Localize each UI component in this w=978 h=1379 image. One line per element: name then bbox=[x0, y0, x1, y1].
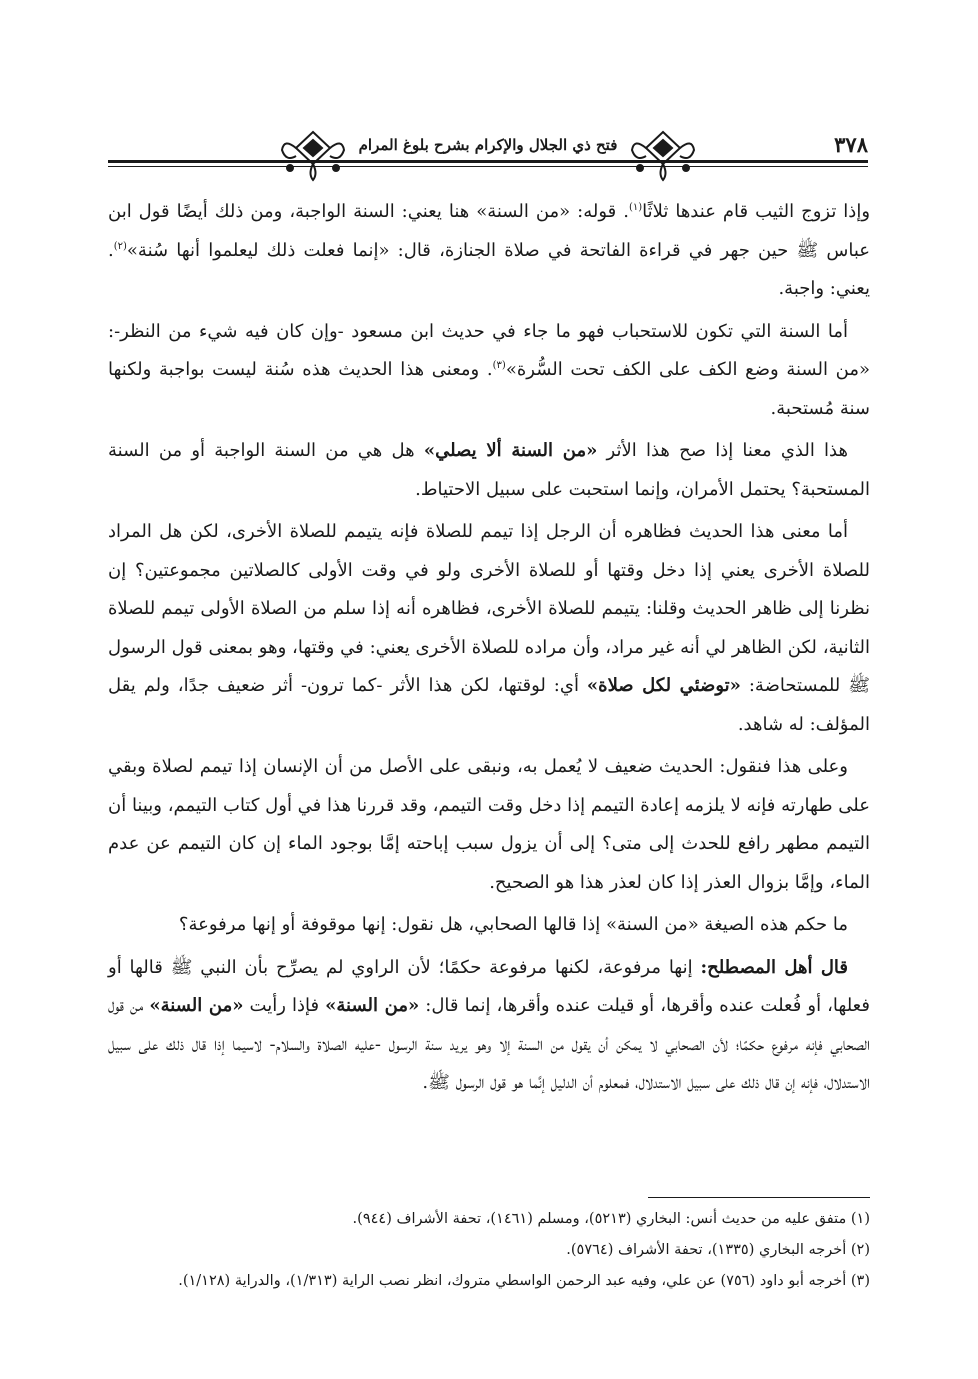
header-rule-thick bbox=[108, 160, 868, 163]
paragraph-2: أما السنة التي تكون للاستحباب فهو ما جاء في حديث ابن مسعود -وإن كان فيه شيء من النظر-: «من السنة وضع الكف على الكف تحت السُّرة»$^{(٣)}$. ومعنى هذا الحديث هذه سُنة ليست بواجبة ولكنها سنة مُستحبة. bbox=[108, 320, 870, 419]
quoted-hadith: «توضئي لكل صلاة» bbox=[586, 675, 741, 696]
footnote-2: (٢) أخرجه البخاري (١٣٣٥)، تحفة الأشراف (٥٧٦٤). bbox=[566, 1242, 870, 1258]
footnote-ref-2[interactable]: (٢) bbox=[113, 240, 127, 252]
footnote-ref-3[interactable]: (٣) bbox=[492, 360, 506, 371]
page-header bbox=[108, 122, 868, 182]
footnote-3: (٣) أخرجه أبو داود (٧٥٦) عن علي، وفيه عبد الرحمن الواسطي متروك، انظر نصب الراية (١/٣١٣)، والدراية (١/١٢٨). bbox=[178, 1273, 870, 1289]
bold-lead: قال أهل المصطلح: bbox=[700, 956, 848, 978]
footnote-ref-1[interactable]: (١) bbox=[628, 202, 643, 213]
ornament-left-icon bbox=[278, 128, 348, 184]
book-title: فتح ذي الجلال والإكرام بشرح بلوغ المرام bbox=[348, 136, 628, 154]
footnote-1: (١) متفق عليه من حديث أنس: البخاري (٥٢١٣)، ومسلم (١٤٦١)، تحفة الأشراف (٩٤٤). bbox=[352, 1211, 870, 1227]
paragraph-6: ما حكم هذه الصيغة «من السنة» إذا قالها الصحابي، هل نقول: إنها موقوفة أو إنها مرفوعة؟ bbox=[178, 914, 848, 935]
quoted-phrase: «من السنة» bbox=[325, 995, 420, 1016]
paragraph-3: هذا الذي معنا إذا صح هذا الأثر «من السنة ألا يصلي» هل هي من السنة الواجبة أو من السنة المستحبة؟ يحتمل الأمران، وإنما استحبت على سبيل الاحتياط. bbox=[108, 440, 870, 500]
header-rule-thin bbox=[108, 166, 868, 167]
paragraph-5: وعلى هذا فنقول: الحديث ضعيف لا يُعمل به، ونبقى على الأصل من أن الإنسان إذا تيمم لصلاة وبقي على طهارته فإنه لا يلزمه إعادة التيمم إذا دخل وقت التيمم، وقد قررنا هذا في أول كتاب التيمم، وبينا أن التيمم مطهر رافع للحدث إلى متى؟ إلى أن يزول سبب إباحته إمَّا بوجود الماء إن كان التيمم عن عدم الماء، وإمَّا بزوال العذر إذا كان لعذر هذا هو الصحيح. bbox=[108, 756, 870, 893]
page-number: ٣٧٨ bbox=[828, 132, 868, 157]
quoted-athar: «من السنة ألا يصلي» bbox=[423, 440, 598, 461]
ornament-right-icon bbox=[628, 128, 698, 184]
paragraph-1: وإذا تزوج الثيب قام عندها ثلاثًا$^{(١)}$. قوله: «من السنة» هنا يعني: السنة الواجبة، ومن ذلك أيضًا قول ابن عباس ﷺ حين جهر في قراءة الفاتحة في صلاة الجنازة، قال: «إنما فعلت ذلك ليعلموا أنها سُنة»$^{(٢)}$. يعني: واجبة. bbox=[108, 201, 871, 299]
footnote-divider bbox=[648, 1197, 870, 1198]
footnotes bbox=[108, 1205, 870, 1298]
paragraph-7: قال أهل المصطلح: إنها مرفوعة، لكنها مرفوعة حكمًا؛ لأن الراوي لم يصرِّح بأن النبي ﷺ قالها أو فعلها، أو فُعلت عنده وأقرها، أو قيلت عنده وأقرها، إنما قال: «من السنة» فإذا رأيت «من السنة» من قول الصحابي فإنه مرفوع حكمًا؛ لأن الصحابي لا يمكن أن يقول من السنة إلا وهو يريد سنة الرسول -عليه الصلاة والسلام- لاسيما إذا قال ذلك على سبيل الاستدلال، فإنه إن قال ذلك على سبيل الاستدلال، فمعلوم أن الدليل إنَّما هو قول الرسول ﷺ. bbox=[108, 956, 870, 1093]
quoted-phrase: «من السنة» bbox=[149, 995, 244, 1016]
paragraph-4: أما معنى هذا الحديث فظاهره أن الرجل إذا تيمم للصلاة فإنه يتيمم للصلاة الأخرى، لكن هل المراد للصلاة الأخرى يعني إذا دخل وقتها أو للصلاة الأخرى ولو في وقت الأولى كالصلاتين مجموعتين؟ إن نظرنا إلى ظاهر الحديث وقلنا: يتيمم للصلاة الأخرى، فظاهره أنه إذا سلم من الصلاة الأولى تيمم للصلاة الثانية، لكن الظاهر لي أنه غير مراد، وأن مراده للصلاة الأخرى يعني: في وقتها، وهو بمعنى قول الرسول ﷺ للمستحاضة: «توضئي لكل صلاة» أي: لوقتها، لكن هذا الأثر -كما ترون- أثر ضعيف جدًا، ولم يقل المؤلف: له شاهد. bbox=[108, 521, 870, 735]
main-text bbox=[108, 193, 870, 1107]
